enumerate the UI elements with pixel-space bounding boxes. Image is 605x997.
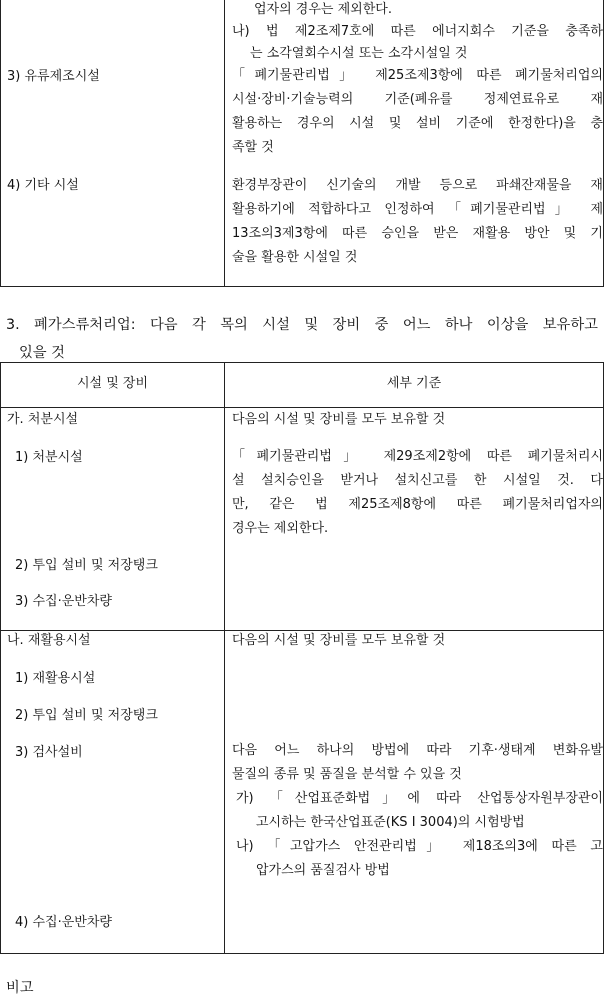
other-criteria-line: 환경부장관이 신기술의 개발 등으로 파쇄잔재물을 재 bbox=[232, 178, 603, 193]
table1-left-cell bbox=[1, 0, 225, 287]
fuel-criteria-line: 시설·장비·기술능력의 기준(폐유를 정제연료유로 재 bbox=[232, 92, 603, 107]
disposal-item1-line: 만, 같은 법 제25조제8항에 따른 폐기물처리업자의 bbox=[232, 497, 603, 512]
inspection-line: 압가스의 품질검사 방법 bbox=[256, 863, 390, 878]
disposal-item: 2) 투입 설비 및 저장탱크 bbox=[15, 558, 158, 573]
gas-treatment-table bbox=[0, 362, 604, 954]
disposal-item: 3) 수집·운반차량 bbox=[15, 594, 112, 609]
disposal-item1-line: 경우는 제외한다. bbox=[232, 521, 329, 536]
header-facility: 시설 및 장비 bbox=[1, 363, 225, 408]
fuel-criteria-line: 활용하는 경우의 시설 및 설비 기준에 한정한다)을 충 bbox=[232, 116, 603, 131]
other-criteria-line: 술을 활용한 시설일 것 bbox=[232, 250, 358, 265]
remarks-heading: 비고 bbox=[6, 980, 34, 996]
disposal-criteria: 다음의 시설 및 장비를 모두 보유할 것 bbox=[232, 412, 446, 427]
recycling-item: 4) 수집·운반차량 bbox=[15, 915, 112, 930]
fuel-facility-label: 3) 유류제조시설 bbox=[7, 69, 100, 84]
criteria-line: 업자의 경우는 제외한다. bbox=[254, 2, 392, 17]
table-continued bbox=[0, 0, 604, 287]
recycling-item: 2) 투입 설비 및 저장탱크 bbox=[15, 708, 158, 723]
header-criteria: 세부 기준 bbox=[225, 363, 604, 408]
recycling-item: 3) 검사설비 bbox=[15, 745, 83, 760]
other-criteria-line: 활용하기에 적합하다고 인정하여 「폐기물관리법」 제 bbox=[232, 202, 603, 217]
disposal-section-left bbox=[1, 408, 225, 631]
recycling-title: 나. 재활용시설 bbox=[7, 633, 91, 648]
recycling-section-left bbox=[1, 631, 225, 954]
table1-right-cell bbox=[225, 0, 604, 287]
criteria-line: 는 소각열회수시설 또는 소각시설일 것 bbox=[250, 46, 468, 61]
inspection-line: 다음 어느 하나의 방법에 따라 기후·생태계 변화유발 bbox=[232, 743, 603, 758]
fuel-criteria-line: 「폐기물관리법」 제25조제3항에 따른 폐기물처리업의 bbox=[232, 68, 603, 83]
inspection-line: 가) 「산업표준화법」에 따라 산업통상자원부장관이 bbox=[236, 791, 603, 806]
recycling-criteria: 다음의 시설 및 장비를 모두 보유할 것 bbox=[232, 633, 446, 648]
inspection-line: 나) 「고압가스 안전관리법」 제18조의3에 따른 고 bbox=[236, 839, 603, 854]
inspection-line: 고시하는 한국산업표준(KS I 3004)의 시험방법 bbox=[256, 815, 525, 830]
disposal-item: 1) 처분시설 bbox=[15, 450, 83, 465]
fuel-criteria-line: 족할 것 bbox=[232, 140, 274, 155]
disposal-item1-line: 「폐기물관리법」 제29조제2항에 따른 폐기물처리시 bbox=[232, 449, 603, 464]
section3-heading-line2: 있을 것 bbox=[19, 345, 65, 361]
recycling-item: 1) 재활용시설 bbox=[15, 671, 96, 686]
other-facility-label: 4) 기타 시설 bbox=[7, 178, 79, 193]
recycling-section-right bbox=[225, 631, 604, 954]
criteria-line: 나) 법 제2조제7호에 따른 에너지회수 기준을 충족하 bbox=[232, 24, 603, 39]
inspection-line: 물질의 종류 및 품질을 분석할 수 있을 것 bbox=[232, 767, 462, 782]
section3-heading-line1: 3. 폐가스류처리업: 다음 각 목의 시설 및 장비 중 어느 하나 이상을 보유하고 bbox=[6, 317, 598, 333]
disposal-section-right bbox=[225, 408, 604, 631]
disposal-title: 가. 처분시설 bbox=[7, 412, 79, 427]
other-criteria-line: 13조의3제3항에 따른 승인을 받은 재활용 방안 및 기 bbox=[232, 226, 603, 241]
disposal-item1-line: 설 설치승인을 받거나 설치신고를 한 시설일 것. 다 bbox=[232, 473, 603, 488]
